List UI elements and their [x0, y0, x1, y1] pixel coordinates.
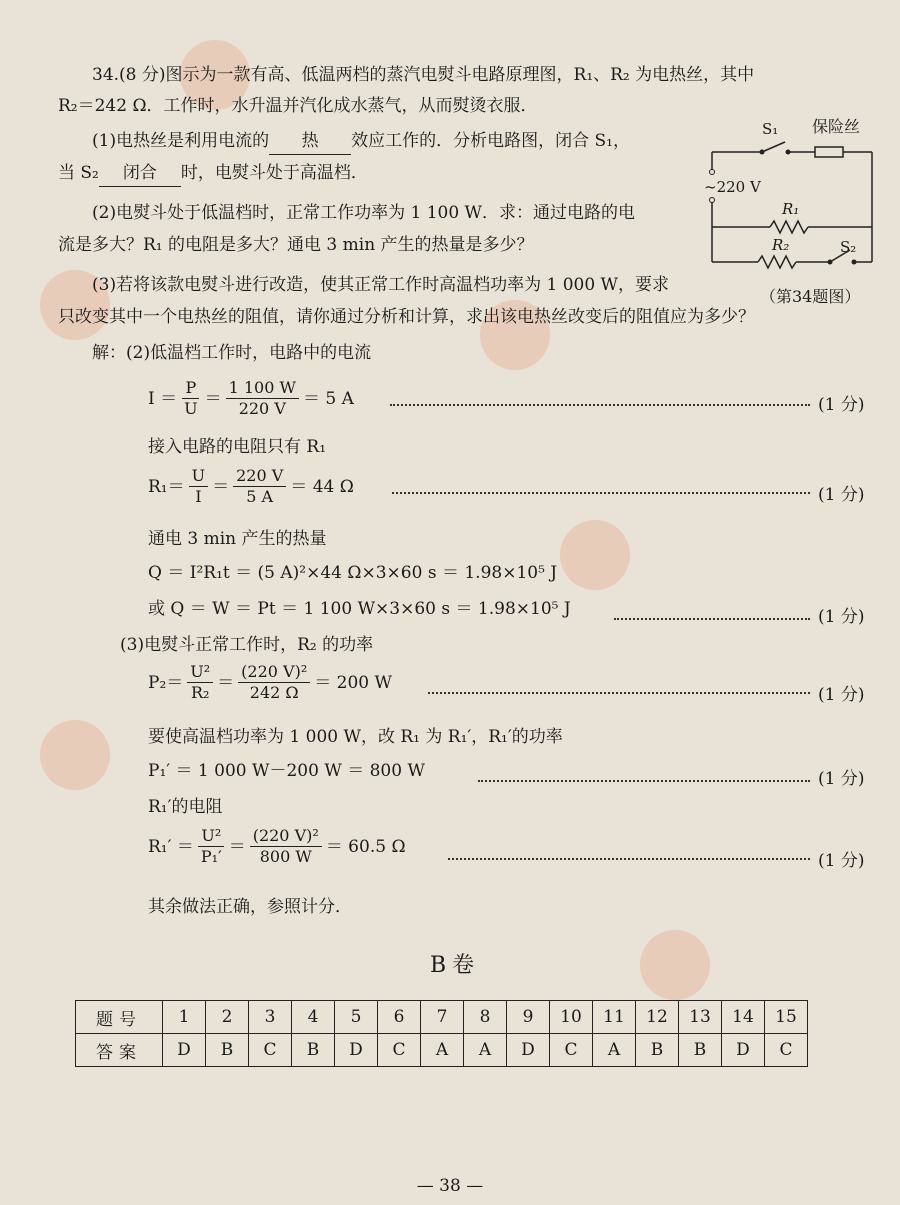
- dotted-leader: [448, 858, 810, 860]
- solution-heat-title: 通电 3 min 产生的热量: [148, 529, 327, 549]
- score-mark: (1 分): [818, 685, 865, 705]
- table-cell: A: [464, 1034, 507, 1067]
- table-cell: 12: [636, 1001, 679, 1034]
- solution-intro: 解：(2)低温档工作时，电路中的电流: [92, 343, 372, 363]
- circuit-label-s2: S₂: [840, 238, 857, 256]
- table-cell: 9: [507, 1001, 550, 1034]
- problem-intro-line1: 34.(8 分)图示为一款有高、低温两档的蒸汽电熨斗电路原理图，R₁、R₂ 为电热丝，其中: [92, 65, 755, 85]
- equation-r1-prime: R₁′ ＝ $\frac{\text{U²}}{\text{P₁′}}$ ＝ $\frac{\text{(220 V)²}}{800 W}$ ＝ 60.5 Ω: [148, 826, 406, 866]
- problem-intro-line2: R₂＝242 Ω．工作时，水升温并汽化成水蒸气，从而熨烫衣服．: [58, 96, 538, 116]
- question-3-line2: 只改变其中一个电热丝的阻值，请你通过分析和计算，求出该电热丝改变后的阻值应为多少？: [58, 307, 755, 327]
- watermark-logo: [560, 520, 630, 590]
- table-cell: 3: [249, 1001, 292, 1034]
- table-cell: D: [335, 1034, 378, 1067]
- table-cell: C: [550, 1034, 593, 1067]
- table-cell: B: [292, 1034, 335, 1067]
- table-cell: 1: [163, 1001, 206, 1034]
- question-1-line1: (1)电热丝是利用电流的 热 效应工作的．分析电路图，闭合 S₁，: [92, 128, 630, 155]
- question-2-line1: (2)电熨斗处于低温档时，正常工作功率为 1 100 W．求：通过电路的电: [92, 203, 636, 223]
- equation-current: I ＝ $\frac{P}{U}$ ＝ $\frac{1 100 W}{220 V}$ ＝ 5 A: [148, 378, 354, 418]
- table-cell: A: [593, 1034, 636, 1067]
- solution-note: 其余做法正确，参照计分．: [148, 897, 352, 917]
- solution-change-title: 要使高温档功率为 1 000 W，改 R₁ 为 R₁′，R₁′的功率: [148, 727, 563, 747]
- section-b-title: B卷: [430, 953, 481, 978]
- circuit-label-r1: R₁: [782, 200, 800, 218]
- table-cell: 2: [206, 1001, 249, 1034]
- table-cell: 8: [464, 1001, 507, 1034]
- equation-p2: P₂＝ $\frac{\text{U²}}{\text{R₂}}$ ＝ $\frac{\text{(220 V)²}}{242 \Omega}$ ＝ 200 W: [148, 662, 392, 702]
- table-cell: 6: [378, 1001, 421, 1034]
- equation-heat-1: Q ＝ I²R₁t ＝ (5 A)²×44 Ω×3×60 s ＝ 1.98×10⁵ J: [148, 563, 558, 583]
- table-cell: A: [421, 1034, 464, 1067]
- table-row: [76, 1034, 808, 1067]
- table-cell: C: [249, 1034, 292, 1067]
- table-cell: B: [636, 1034, 679, 1067]
- table-cell: 13: [679, 1001, 722, 1034]
- table-cell: 5: [335, 1001, 378, 1034]
- score-mark: (1 分): [818, 851, 865, 871]
- equation-p1-prime: P₁′ ＝ 1 000 W－200 W ＝ 800 W: [148, 761, 425, 781]
- table-cell: D: [163, 1034, 206, 1067]
- table-cell: 11: [593, 1001, 636, 1034]
- score-mark: (1 分): [818, 395, 865, 415]
- solution-p3-title: (3)电熨斗正常工作时，R₂ 的功率: [120, 635, 374, 655]
- table-cell: C: [765, 1034, 808, 1067]
- watermark-logo: [40, 720, 110, 790]
- answer-blank-1: 热: [269, 128, 351, 155]
- table-cell: B: [206, 1034, 249, 1067]
- circuit-label-fuse: 保险丝: [812, 117, 861, 136]
- score-mark: (1 分): [818, 607, 865, 627]
- table-cell: 10: [550, 1001, 593, 1034]
- question-2-line2: 流是多大？R₁ 的电阻是多大？通电 3 min 产生的热量是多少？: [58, 235, 534, 255]
- table-cell: 14: [722, 1001, 765, 1034]
- table-cell: D: [722, 1034, 765, 1067]
- table-cell: D: [507, 1034, 550, 1067]
- page-number: — 38 —: [416, 1176, 484, 1196]
- table-cell: 4: [292, 1001, 335, 1034]
- watermark-logo: [640, 930, 710, 1000]
- circuit-label-s1: S₁: [762, 120, 779, 138]
- table-cell: 15: [765, 1001, 808, 1034]
- equation-heat-2: 或 Q ＝ W ＝ Pt ＝ 1 100 W×3×60 s ＝ 1.98×10⁵ J: [148, 599, 571, 619]
- score-mark: (1 分): [818, 485, 865, 505]
- table-header-number: 题号: [76, 1001, 163, 1034]
- dotted-leader: [478, 780, 810, 782]
- solution-only-r1: 接入电路的电阻只有 R₁: [148, 437, 327, 457]
- equation-r1: R₁＝ $\frac{U}{I}$ ＝ $\frac{220 V}{5 A}$ ＝ 44 Ω: [148, 466, 354, 506]
- question-1-line2: 当 S₂ 闭合 时，电熨斗处于高温档．: [58, 160, 368, 187]
- dotted-leader: [614, 618, 810, 620]
- solution-r1-prime-title: R₁′的电阻: [148, 797, 223, 817]
- table-row: [76, 1001, 808, 1034]
- answer-blank-2: 闭合: [99, 160, 181, 187]
- dotted-leader: [392, 492, 810, 494]
- circuit-label-r2: R₂: [772, 236, 790, 254]
- dotted-leader: [428, 692, 810, 694]
- dotted-leader: [390, 404, 810, 406]
- answer-table: [75, 1000, 808, 1067]
- table-header-answer: 答案: [76, 1034, 163, 1067]
- circuit-label-voltage: ~220 V: [704, 178, 761, 196]
- question-3-line1: (3)若将该款电熨斗进行改造，使其正常工作时高温档功率为 1 000 W，要求: [92, 275, 670, 295]
- table-cell: B: [679, 1034, 722, 1067]
- circuit-diagram: [700, 117, 880, 292]
- figure-caption: （第34题图）: [760, 287, 861, 306]
- table-cell: C: [378, 1034, 421, 1067]
- table-cell: 7: [421, 1001, 464, 1034]
- score-mark: (1 分): [818, 769, 865, 789]
